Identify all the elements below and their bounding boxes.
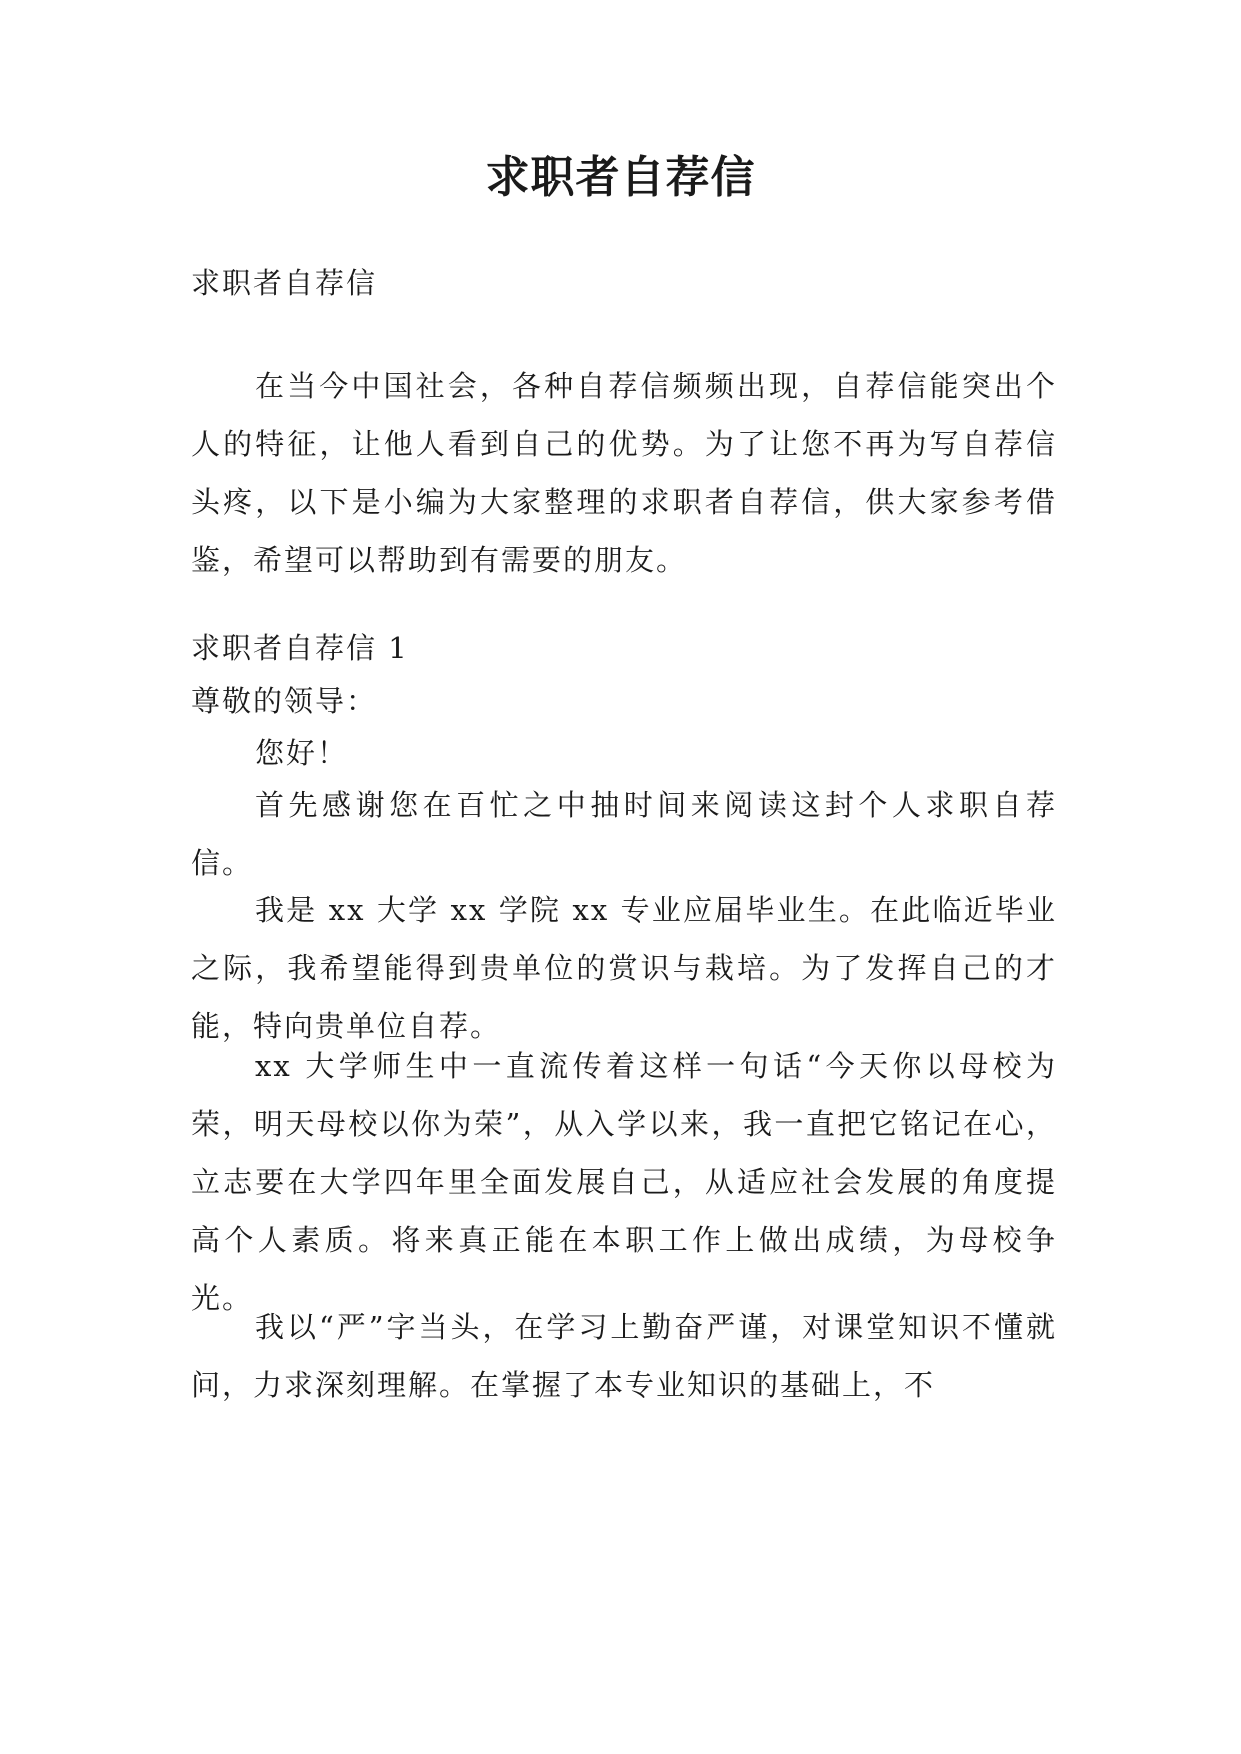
intro-paragraph: 在当今中国社会，各种自荐信频频出现，自荐信能突出个人的特征，让他人看到自己的优势。为了让您不再为写自荐信头疼，以下是小编为大家整理的求职者自荐信，供大家参考借鉴，希望可以帮助到有需要的朋友。 [191,369,1057,577]
document-title: 求职者自荐信 [485,152,756,203]
document-subtitle: 求职者自荐信 [191,266,378,300]
paragraph-2: 我是 xx 大学 xx 学院 xx 专业应届毕业生。在此临近毕业之际，我希望能得到贵单位的赏识与栽培。为了发挥自己的才能，特向贵单位自荐。 [191,893,1057,1043]
paragraph-4: 我以“严”字当头，在学习上勤奋严谨，对课堂知识不懂就问，力求深刻理解。在掌握了本专业知识的基础上，不 [191,1310,1057,1402]
paragraph-3: xx 大学师生中一直流传着这样一句话“今天你以母校为荣，明天母校以你为荣”，从入学以来，我一直把它铭记在心，立志要在大学四年里全面发展自己，从适应社会发展的角度提高个人素质。将来真正能在本职工作上做出成绩，为母校争光。 [191,1049,1057,1315]
paragraph-1: 首先感谢您在百忙之中抽时间来阅读这封个人求职自荐信。 [191,788,1057,880]
salutation: 尊敬的领导： [191,684,378,718]
letter-heading: 求职者自荐信 1 [191,631,409,665]
greeting: 您好！ [255,736,349,770]
